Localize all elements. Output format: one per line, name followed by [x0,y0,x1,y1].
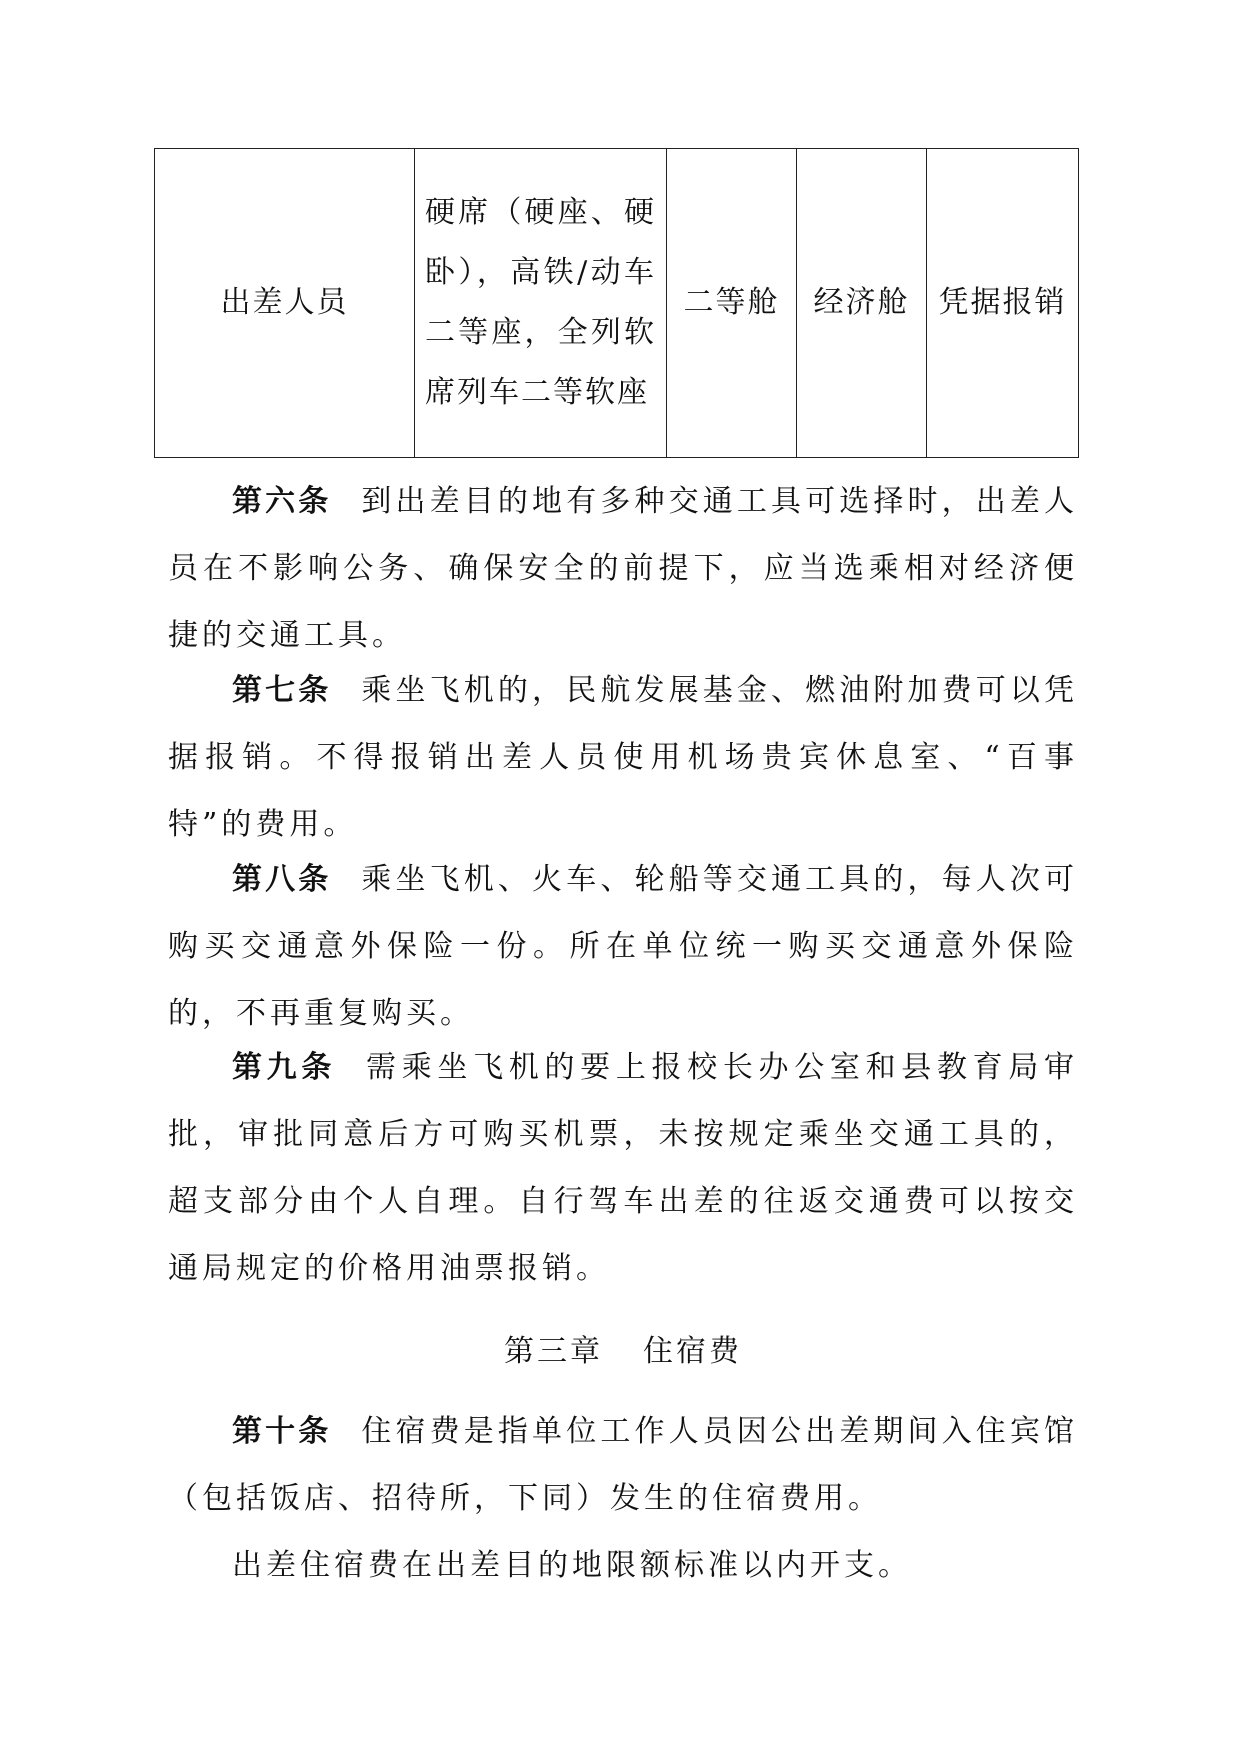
article-label: 第八条 [232,862,332,897]
article-6 [168,468,1078,669]
article-label: 第六条 [232,484,332,519]
article-text: 乘坐飞机、火车、轮船等交通工具的，每人次可购买交通意外保险一份。所在单位统一购买交通意外保险的，不再重复购买。 [168,862,1079,1031]
article-10 [168,1398,1078,1532]
table-row [155,149,1079,458]
article-9 [168,1034,1078,1302]
article-label: 第七条 [232,673,332,708]
cell-train: 硬席（硬座、硬卧），高铁/动车二等座，全列软席列车二等软座 [415,149,667,458]
article-8 [168,846,1078,1047]
chapter-title: 住宿费 [643,1334,742,1369]
cell-role: 出差人员 [155,149,415,458]
travel-standard-table [154,148,1079,458]
article-label: 第九条 [232,1050,337,1085]
cell-ship: 二等舱 [667,149,797,458]
article-text: 乘坐飞机的，民航发展基金、燃油附加费可以凭据报销。不得报销出差人员使用机场贵宾休息室、“百事特”的费用。 [168,673,1079,842]
article-text: 住宿费是指单位工作人员因公出差期间入住宾馆（包括饭店、招待所，下同）发生的住宿费用。 [168,1414,1079,1516]
closing-paragraph: 出差住宿费在出差目的地限额标准以内开支。 [232,1548,912,1583]
article-label: 第十条 [232,1414,332,1449]
chapter-number: 第三章 [504,1334,603,1369]
article-text: 需乘坐飞机的要上报校长办公室和县教育局审批，审批同意后方可购买机票，未按规定乘坐交通工具的，超支部分由个人自理。自行驾车出差的往返交通费可以按交通局规定的价格用油票报销。 [168,1050,1079,1286]
cell-air: 经济舱 [797,149,927,458]
article-text: 到出差目的地有多种交通工具可选择时，出差人员在不影响公务、确保安全的前提下，应当选乘相对经济便捷的交通工具。 [168,484,1079,653]
article-7 [168,657,1078,858]
chapter-heading [168,1318,1078,1385]
cell-other: 凭据报销 [927,149,1079,458]
